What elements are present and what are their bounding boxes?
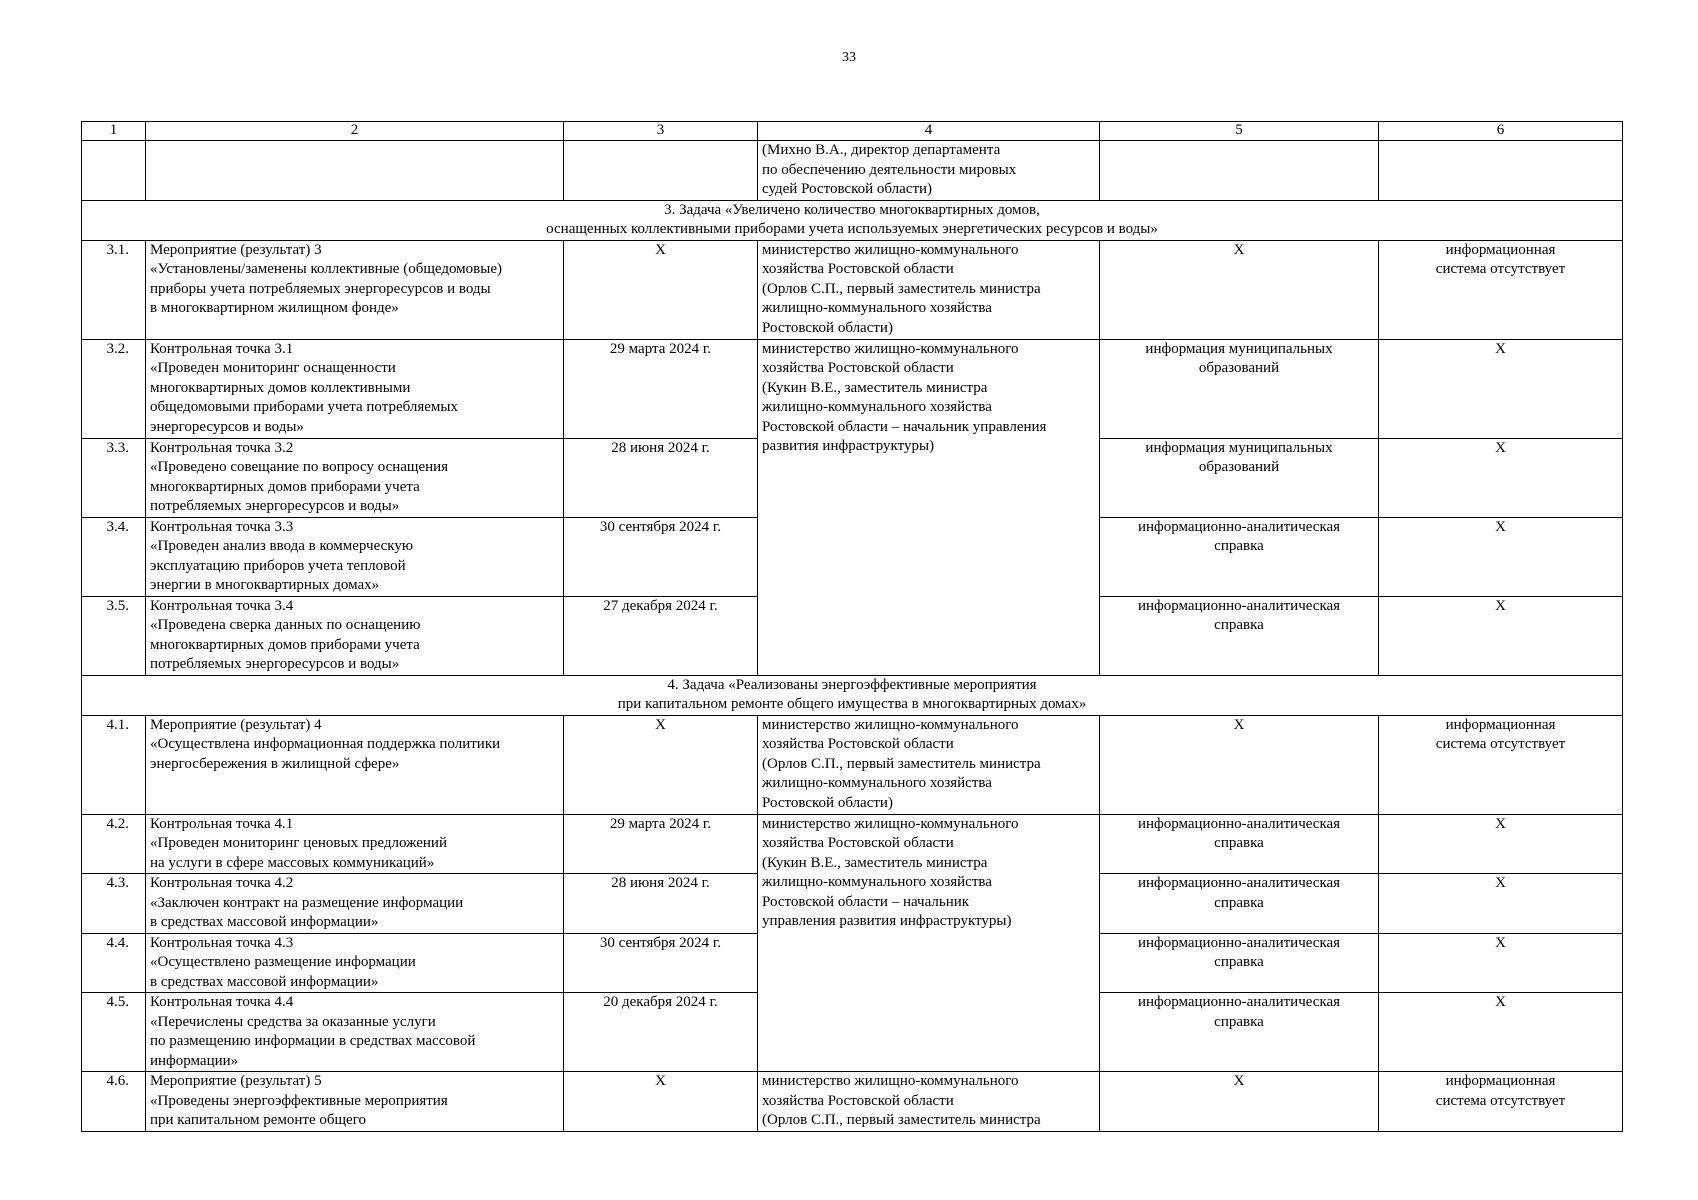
row-number: 3.3.	[82, 438, 146, 517]
row-number: 4.1.	[82, 715, 146, 814]
row-responsible: (Михно В.А., директор департамента по обеспечению деятельности мировых судей Ростовской области)	[758, 141, 1100, 201]
row-info-system: информационная система отсутствует	[1379, 240, 1623, 339]
row-date: 20 декабря 2024 г.	[564, 993, 758, 1072]
row-info-system: Х	[1379, 933, 1623, 993]
row-name: Контрольная точка 4.1 «Проведен мониторинг ценовых предложений на услуги в сфере массовых коммуникаций»	[146, 814, 564, 874]
row-info-system	[1379, 141, 1623, 201]
row-number: 4.4.	[82, 933, 146, 993]
row-info-system: Х	[1379, 993, 1623, 1072]
table-row	[82, 715, 1623, 814]
row-document: информационно-аналитическая справка	[1100, 933, 1379, 993]
row-document: информационно-аналитическая справка	[1100, 517, 1379, 596]
row-document: информация муниципальных образований	[1100, 339, 1379, 438]
row-name: Контрольная точка 3.2 «Проведено совещание по вопросу оснащения многоквартирных домов приборами учета потребляемых энергоресурсов и воды»	[146, 438, 564, 517]
row-date: Х	[564, 1072, 758, 1132]
row-date: 28 июня 2024 г.	[564, 874, 758, 934]
row-info-system: информационная система отсутствует	[1379, 1072, 1623, 1132]
row-name: Контрольная точка 3.1 «Проведен мониторинг оснащенности многоквартирных домов коллективными общедомовыми приборами учета потребляемых энергоресурсов и воды»	[146, 339, 564, 438]
header-col-2: 2	[146, 122, 564, 141]
row-info-system: Х	[1379, 874, 1623, 934]
row-info-system: информационная система отсутствует	[1379, 715, 1623, 814]
row-name: Контрольная точка 4.2 «Заключен контракт на размещение информации в средствах массовой информации»	[146, 874, 564, 934]
row-document: информационно-аналитическая справка	[1100, 993, 1379, 1072]
row-date: 30 сентября 2024 г.	[564, 933, 758, 993]
row-document: информация муниципальных образований	[1100, 438, 1379, 517]
row-responsible: министерство жилищно-коммунального хозяйства Ростовской области (Орлов С.П., первый заместитель министра	[758, 1072, 1100, 1132]
row-date: 27 декабря 2024 г.	[564, 596, 758, 675]
header-col-1: 1	[82, 122, 146, 141]
row-name: Контрольная точка 3.4 «Проведена сверка данных по оснащению многоквартирных домов приборами учета потребляемых энергоресурсов и воды»	[146, 596, 564, 675]
header-col-3: 3	[564, 122, 758, 141]
row-info-system: Х	[1379, 517, 1623, 596]
row-name: Мероприятие (результат) 5 «Проведены энергоэффективные мероприятия при капитальном ремонте общего	[146, 1072, 564, 1132]
row-number: 4.6.	[82, 1072, 146, 1132]
row-number: 4.3.	[82, 874, 146, 934]
row-name: Контрольная точка 4.4 «Перечислены средства за оказанные услуги по размещению информации в средствах массовой информации»	[146, 993, 564, 1072]
row-document: Х	[1100, 1072, 1379, 1132]
row-number: 3.1.	[82, 240, 146, 339]
table-row	[82, 814, 1623, 874]
page-number: 33	[842, 50, 856, 65]
row-date: Х	[564, 715, 758, 814]
row-date: 30 сентября 2024 г.	[564, 517, 758, 596]
row-number: 3.4.	[82, 517, 146, 596]
header-col-4: 4	[758, 122, 1100, 141]
table-row	[82, 339, 1623, 438]
row-number: 4.5.	[82, 993, 146, 1072]
row-name: Мероприятие (результат) 4 «Осуществлена информационная поддержка политики энергосбережения в жилищной сфере»	[146, 715, 564, 814]
row-info-system: Х	[1379, 339, 1623, 438]
row-info-system: Х	[1379, 438, 1623, 517]
row-name	[146, 141, 564, 201]
row-responsible: министерство жилищно-коммунального хозяйства Ростовской области (Кукин В.Е., заместитель министра жилищно-коммунального хозяйства Ростовской области – начальник управления развития инфраструктуры)	[758, 339, 1100, 675]
row-date: 29 марта 2024 г.	[564, 339, 758, 438]
row-number: 3.2.	[82, 339, 146, 438]
row-date: 29 марта 2024 г.	[564, 814, 758, 874]
header-col-6: 6	[1379, 122, 1623, 141]
row-number: 3.5.	[82, 596, 146, 675]
row-document: Х	[1100, 240, 1379, 339]
header-row	[82, 122, 1623, 141]
row-document: информационно-аналитическая справка	[1100, 814, 1379, 874]
task-row	[82, 200, 1623, 240]
task-row	[82, 675, 1623, 715]
row-info-system: Х	[1379, 596, 1623, 675]
row-name: Контрольная точка 3.3 «Проведен анализ ввода в коммерческую эксплуатацию приборов учета тепловой энергии в многоквартирных домах»	[146, 517, 564, 596]
table-row	[82, 141, 1623, 201]
table-row	[82, 240, 1623, 339]
task-3-title: 3. Задача «Увеличено количество многоквартирных домов, оснащенных коллективными приборами учета используемых энергетических ресурсов и воды»	[82, 200, 1623, 240]
row-info-system: Х	[1379, 814, 1623, 874]
row-responsible: министерство жилищно-коммунального хозяйства Ростовской области (Кукин В.Е., заместитель министра жилищно-коммунального хозяйства Ростовской области – начальник управления развития инфраструктуры)	[758, 814, 1100, 1072]
row-date: Х	[564, 240, 758, 339]
row-document	[1100, 141, 1379, 201]
header-col-5: 5	[1100, 122, 1379, 141]
row-responsible: министерство жилищно-коммунального хозяйства Ростовской области (Орлов С.П., первый заместитель министра жилищно-коммунального хозяйства Ростовской области)	[758, 240, 1100, 339]
row-number	[82, 141, 146, 201]
task-4-title: 4. Задача «Реализованы энергоэффективные мероприятия при капитальном ремонте общего имущества в многоквартирных домах»	[82, 675, 1623, 715]
row-name: Контрольная точка 4.3 «Осуществлено размещение информации в средствах массовой информации»	[146, 933, 564, 993]
table-row	[82, 1072, 1623, 1132]
row-document: информационно-аналитическая справка	[1100, 596, 1379, 675]
row-date	[564, 141, 758, 201]
row-document: Х	[1100, 715, 1379, 814]
row-document: информационно-аналитическая справка	[1100, 874, 1379, 934]
row-responsible: министерство жилищно-коммунального хозяйства Ростовской области (Орлов С.П., первый заместитель министра жилищно-коммунального хозяйства Ростовской области)	[758, 715, 1100, 814]
plan-table	[81, 121, 1623, 1132]
row-number: 4.2.	[82, 814, 146, 874]
row-date: 28 июня 2024 г.	[564, 438, 758, 517]
row-name: Мероприятие (результат) 3 «Установлены/заменены коллективные (общедомовые) приборы учета потребляемых энергоресурсов и воды в многоквартирном жилищном фонде»	[146, 240, 564, 339]
